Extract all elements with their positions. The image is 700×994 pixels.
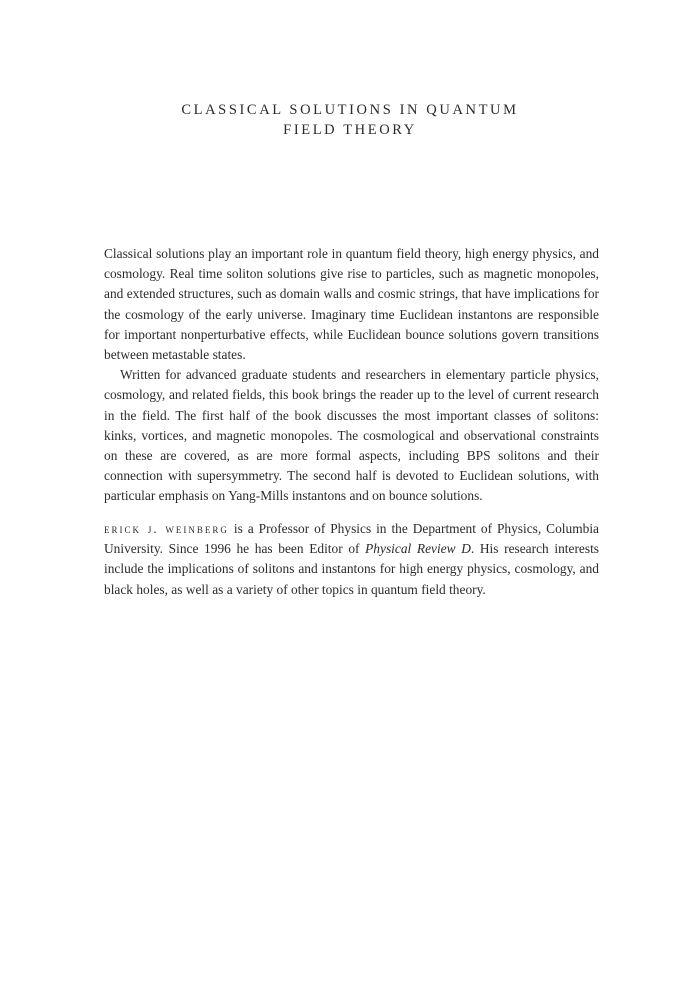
description-paragraph-1: Classical solutions play an important role in quantum field theory, high energy physics, and cosmology. Real time soliton solutions give rise to particles, such as magnetic monopoles, and extended structures, such as domain walls and cosmic strings, that have implications for the cosmology of the early universe. Imaginary time Euclidean instantons are responsible for important nonperturbative effects, while Euclidean bounce solutions govern transitions between metastable states. — [104, 246, 599, 363]
description-paragraph-2: Written for advanced graduate students and researchers in elementary particle physics, cosmology, and related fields, this book brings the reader up to the level of current research in the field. The first half of the book discusses the most important classes of solitons: kinks, vortices, and magnetic monopoles. The cosmological and observational constraints on these are covered, as are more formal aspects, including BPS solitons and their connection with supersymmetry. The second half is devoted to Euclidean solutions, with particular emphasis on Yang-Mills instantons and on bounce solutions. — [104, 367, 599, 504]
author-biography — [104, 519, 599, 600]
book-title — [0, 100, 700, 140]
author-name: erick j. weinberg — [104, 521, 229, 536]
book-description — [104, 244, 599, 507]
author-bio-text-2: . His research interests include the implications of solitons and instantons for high energy physics, cosmology, and black holes, as well as a variety of other topics in quantum field theory. — [104, 541, 599, 597]
author-bio-text-1: is a Professor of Physics in the Department of Physics, Columbia University. Since 1996 he has been Editor of — [104, 521, 599, 557]
book-title-line-2: FIELD THEORY — [283, 122, 417, 138]
book-title-line-1: CLASSICAL SOLUTIONS IN QUANTUM — [181, 102, 519, 118]
author-bio-paragraph — [104, 519, 599, 600]
journal-name: Physical Review D — [365, 541, 471, 557]
